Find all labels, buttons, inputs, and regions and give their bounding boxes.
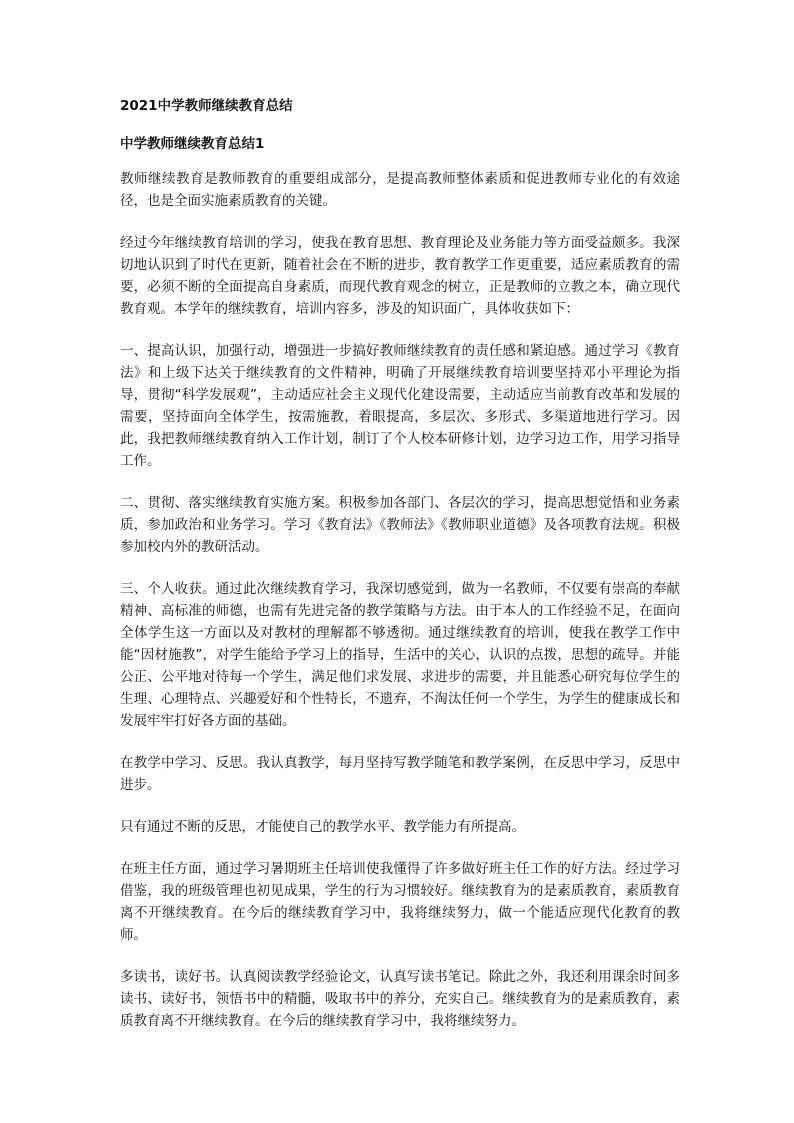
paragraph-7: 只有通过不断的反思，才能使自己的教学水平、教学能力有所提高。 <box>120 819 525 835</box>
paragraph-1: 教师继续教育是教师教育的重要组成部分，是提高教师整体素质和促进教师专业化的有效途径，也是全面实施素质教育的关键。 <box>120 171 680 209</box>
paragraph-8: 在班主任方面，通过学习暑期班主任培训使我懂得了许多做好班主任工作的好方法。经过学习借鉴，我的班级管理也初见成果，学生的行为习惯较好。继续教育为的是素质教育，素质教育离不开继续教育。在今后的继续教育学习中，我将继续努力，做一个能适应现代化教育的教师。 <box>120 861 680 943</box>
paragraph-2: 经过今年继续教育培训的学习，使我在教育思想、教育理论及业务能力等方面受益颇多。我深切地认识到了时代在更新，随着社会在不断的进步，教育教学工作更重要，适应素质教育的需要，必须不断的全面提高自身素质，而现代教育观念的树立，正是教师的立教之本，确立现代教育观。本学年的继续教育，培训内容多，涉及的知识面广，具体收获如下： <box>120 235 680 317</box>
paragraph-3: 一、提高认识，加强行动，增强进一步搞好教师继续教育的责任感和紧迫感。通过学习《教育法》和上级下达关于继续教育的文件精神，明确了开展继续教育培训要坚持邓小平理论为指导，贯彻“科学发展观”，主动适应社会主义现代化建设需要，主动适应当前教育改革和发展的需要，坚持面向全体学生，按需施教，着眼提高，多层次、多形式、多渠道地进行学习。因此，我把教师继续教育纳入工作计划，制订了个人校本研修计划，边学习边工作，用学习指导工作。 <box>120 343 680 469</box>
paragraph-9: 多读书，读好书。认真阅读教学经验论文，认真写读书笔记。除此之外，我还利用课余时间多读书、读好书，领悟书中的精髓，吸取书中的养分，充实自己。继续教育为的是素质教育，素质教育离不开继续教育。在今后的继续教育学习中，我将继续努力。 <box>120 969 680 1029</box>
paragraph-4: 二、贯彻、落实继续教育实施方案。积极参加各部门、各层次的学习，提高思想觉悟和业务素质，参加政治和业务学习。学习《教育法》《教师法》《教师职业道德》及各项教育法规。积极参加校内外的教研活动。 <box>120 495 680 555</box>
document-title: 2021中学教师继续教育总结 <box>120 98 293 114</box>
paragraph-5: 三、个人收获。通过此次继续教育学习，我深切感觉到，做为一名教师，不仅要有崇高的奉献精神、高标准的师德，也需有先进完备的教学策略与方法。由于本人的工作经验不足，在面向全体学生这一方面以及对教材的理解都不够透彻。通过继续教育的培训，使我在教学工作中能“因材施教”，对学生能给予学习上的指导，生活中的关心，认识的点拨，思想的疏导。并能公正、公平地对待每一个学生，满足他们求发展、求进步的需要，并且能悉心研究每位学生的生理、心理特点、兴趣爱好和个性特长，不遗弃，不淘汰任何一个学生，为学生的健康成长和发展牢牢打好各方面的基础。 <box>120 581 680 729</box>
paragraph-6: 在教学中学习、反思。我认真教学，每月坚持写教学随笔和教学案例，在反思中学习，反思中进步。 <box>120 755 680 793</box>
section-heading: 中学教师继续教育总结1 <box>120 136 265 152</box>
document-page <box>120 96 680 1052</box>
